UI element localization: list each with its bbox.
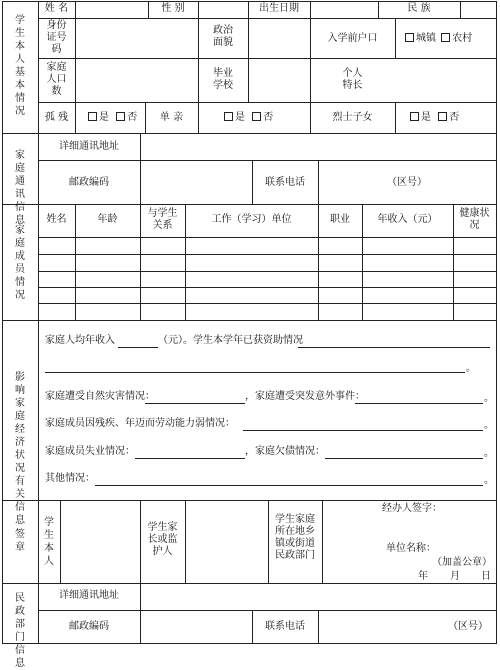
period-mark: 。 [484,420,494,431]
martyr-options: 是 否 [410,112,459,124]
rule [198,1,199,133]
rule [185,500,186,583]
label-guardian-sign: 学生家 长或监 护人 [147,522,178,557]
blank-disabled-elderly[interactable] [243,430,483,431]
section-label-economic-info: 影响家庭经济状况有关信息 [15,372,25,526]
label-unemployment: 家庭成员失业情况： [45,446,135,457]
label-handler-signature: 经办人签字： [382,503,442,514]
label-specialty: 个人 特长 [342,68,363,91]
checkbox-orphan-yes[interactable] [88,112,97,121]
rule [38,237,497,238]
label-student-sign: 学生本人 [44,517,54,567]
rule [2,204,497,205]
label-id-number: 身份 证号 码 [46,20,67,55]
label-civil-address: 详细通讯地址 [59,590,119,601]
rule [2,643,497,644]
section-label-family-members: 家庭成员情况 [15,225,25,301]
section-label-civil-affairs: 民政部门信息 [15,593,25,669]
rule [140,133,141,204]
label-civil-area-code: （区号） [448,621,488,632]
label-hukou: 入学前户口 [327,33,378,44]
label-unit-name: 单位名称： [386,543,436,554]
label-martyr-child: 烈士子女 [332,112,373,123]
rule [395,18,396,58]
rule [2,1,497,2]
label-civil-postcode: 邮政编码 [69,621,109,632]
label-date-year: 年 [418,571,428,582]
label-official-seal: （加盖公章） [432,557,492,568]
rule [38,18,497,19]
checkbox-urban[interactable] [405,33,414,42]
rule [60,500,61,583]
period-mark: 。 [466,363,476,374]
checkbox-orphan-no[interactable] [116,112,125,121]
blank-aid-received[interactable] [298,347,490,348]
header-member-relation: 与学生 关系 [147,208,178,231]
blank-unemployment[interactable] [135,458,245,459]
header-member-occupation: 职业 [330,214,350,225]
label-civil-phone: 联系电话 [265,621,305,632]
label-civil-affairs-dept: 学生家庭 所在地乡 镇或街道 民政部门 [275,514,315,561]
hukou-options: 城镇 农村 [405,33,472,45]
label-ethnicity: 民 族 [407,3,431,14]
rule [75,1,76,102]
header-member-name: 姓名 [46,214,67,225]
label-family-phone: 联系电话 [265,177,305,188]
rule [248,58,249,102]
rule [38,254,497,255]
single-parent-options: 是 否 [224,112,273,124]
blank-accident[interactable] [355,403,483,404]
rule [496,1,497,644]
label-disabled-elderly: 家庭成员因残疾、年迈而劳动能力弱情况： [45,418,235,429]
rule [75,102,76,133]
rule [395,102,396,133]
rule [38,102,497,103]
rule [2,320,497,321]
label-gender: 性 别 [161,3,185,14]
section-label-family-contact: 家庭通讯信息 [15,150,25,226]
label-debt: ，家庭欠债情况： [245,446,325,457]
blank-aid-received-cont[interactable] [45,372,465,373]
rule [2,583,497,584]
label-family-postcode: 邮政编码 [69,177,109,188]
orphan-options: 是 否 [88,112,137,124]
checkbox-single-no[interactable] [252,112,261,121]
label-date-day: 日 [481,571,491,582]
rule [38,271,497,272]
label-family-address: 详细通讯地址 [59,141,119,152]
header-member-income: 年收入（元） [377,214,438,225]
rule [318,610,319,643]
label-accident: ，家庭遭受突发意外事件： [245,391,365,402]
header-member-workplace: 工作（学习）单位 [211,214,292,225]
rule [2,1,3,644]
label-birth-date: 出生日期 [259,3,299,14]
rule [322,500,323,583]
section-label-signature: 签章 [15,529,25,553]
label-natural-disaster: 家庭遭受自然灾害情况： [45,391,155,402]
label-orphan-disabled: 孤 残 [44,112,69,123]
header-member-health: 健康状 况 [459,208,490,231]
blank-per-capita-income[interactable] [118,347,158,348]
label-graduated-school: 毕业 学校 [213,68,233,91]
period-mark: 。 [484,448,494,459]
rule [2,500,497,501]
rule [38,58,497,59]
header-member-age: 年龄 [97,214,118,225]
section-label-student-info: 学生本人基本情况 [15,15,25,117]
label-household-size: 家庭 人口 数 [46,62,67,97]
label-date-month: 月 [450,571,460,582]
checkbox-martyr-no[interactable] [438,112,447,121]
label-political-status: 政治 面貌 [213,25,233,48]
rule [2,133,497,134]
period-mark: 。 [484,393,494,404]
rule [38,303,497,304]
label-family-area-code: （区号） [387,177,427,188]
blank-other[interactable] [95,485,483,486]
rule [38,160,497,161]
rule [38,287,497,288]
checkbox-martyr-yes[interactable] [410,112,419,121]
label-aid-received: （元）。学生本学年已获资助情况 [158,335,303,346]
checkbox-rural[interactable] [441,33,450,42]
label-other: 其他情况： [45,473,95,484]
rule [38,610,497,611]
period-mark: 。 [484,475,494,486]
label-single-parent: 单 亲 [159,112,184,123]
label-name: 姓 名 [44,3,69,14]
rule [140,583,141,643]
checkbox-single-yes[interactable] [224,112,233,121]
blank-debt[interactable] [325,458,483,459]
blank-natural-disaster[interactable] [145,403,245,404]
rule [460,1,461,18]
label-per-capita-income: 家庭人均年收入 [45,335,115,346]
